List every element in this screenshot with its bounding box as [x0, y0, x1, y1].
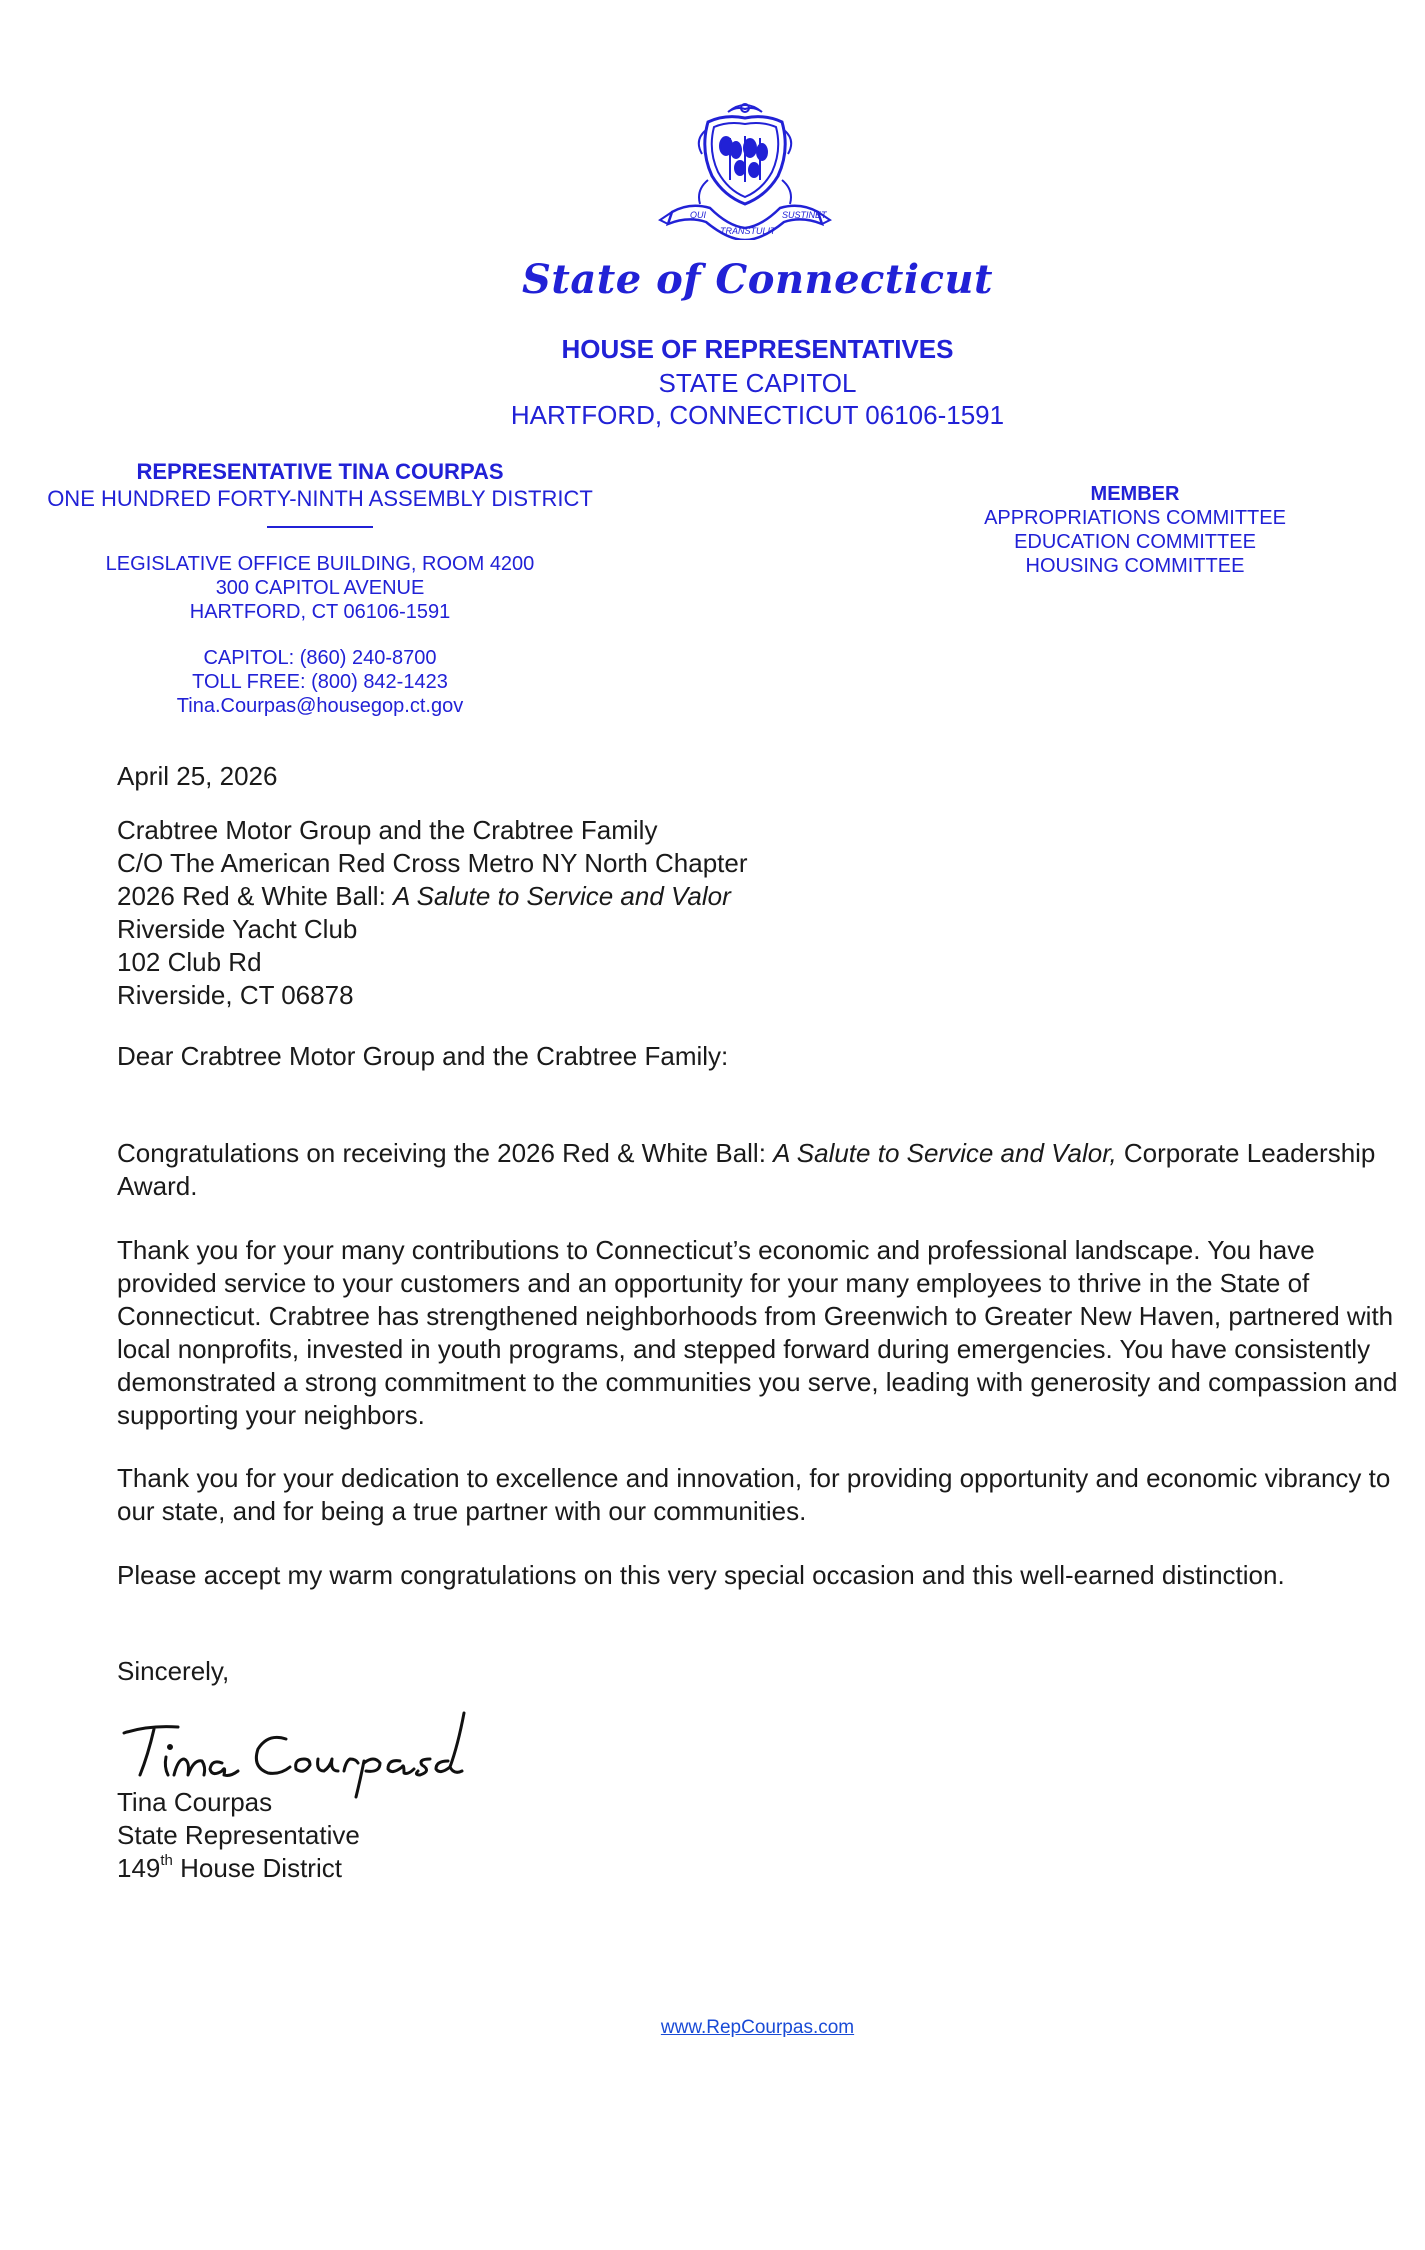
recipient-line: Riverside Yacht Club [117, 914, 358, 944]
recipient-line [117, 880, 1407, 913]
capitol-phone: CAPITOL: (860) 240-8700 [203, 647, 437, 669]
hartford-address-line: HARTFORD, CONNECTICUT 06106-1591 [510, 400, 1005, 430]
house-heading: HOUSE OF REPRESENTATIVES [561, 334, 954, 364]
paragraph-text: Congratulations on receiving the 2026 Red & White Ball: [117, 1138, 774, 1168]
state-title: State of Connecticut [521, 256, 993, 303]
seal-motto-center: TRANSTULIT [720, 226, 776, 236]
district-label: House District [172, 1853, 342, 1883]
committee-item: EDUCATION COMMITTEE [1014, 531, 1256, 553]
signature-block [117, 1786, 1407, 1885]
toll-free-phone: TOLL FREE: (800) 842-1423 [192, 671, 448, 693]
district-number: 149 [117, 1853, 161, 1883]
paragraph-contributions: Thank you for your many contributions to Connecticut’s economic and professional landscape. You have provided service to your customers and an opportunity for your many employees to thrive in the State of Connecticut. Crabtree has strengthened neighborhoods from Greenwich to Greater New Haven, partnered with local nonprofits, invested in youth programs, and stepped forward during emergencies. You have consistently demonstrated a strong commitment to the communities you serve, leading with generosity and compassion and supporting your neighbors. [117, 1235, 1398, 1430]
address-line: 300 CAPITOL AVENUE [215, 577, 425, 599]
recipient-line: C/O The American Red Cross Metro NY North Chapter [117, 848, 748, 878]
member-heading: MEMBER [1090, 483, 1180, 505]
recipient-line: Riverside, CT 06878 [117, 980, 354, 1010]
email-link[interactable]: Tina.Courpas@housegop.ct.gov [176, 695, 464, 717]
paragraph-congratulations [117, 1137, 1407, 1203]
representative-name: REPRESENTATIVE TINA COURPAS [136, 459, 504, 484]
closing: Sincerely, [117, 1656, 230, 1686]
signer-title: State Representative [117, 1820, 360, 1850]
paragraph-closing-wish: Please accept my warm congratulations on this very special occasion and this well-earned distinction. [117, 1560, 1285, 1590]
committee-item: HOUSING COMMITTEE [1025, 555, 1245, 577]
paragraph-italic: A Salute to Service and Valor, [773, 1138, 1117, 1168]
signer-name: Tina Courpas [117, 1787, 273, 1817]
district-ordinal: th [160, 1852, 173, 1870]
letter-date: April 25, 2026 [117, 761, 278, 791]
seal-motto-right: SUSTINET [782, 210, 827, 220]
address-line: LEGISLATIVE OFFICE BUILDING, ROOM 4200 [105, 553, 535, 575]
paragraph-text: Corporate Leadership Award. [117, 1138, 1376, 1201]
signer-district [117, 1852, 1407, 1885]
recipient-line: 102 Club Rd [117, 947, 262, 977]
website-link[interactable]: www.RepCourpas.com [660, 2017, 855, 2038]
representative-district: ONE HUNDRED FORTY-NINTH ASSEMBLY DISTRICT [47, 486, 593, 511]
office-address [20, 552, 620, 624]
connecticut-seal-icon [650, 100, 840, 240]
address-line: HARTFORD, CT 06106-1591 [189, 601, 451, 623]
recipient-line: Crabtree Motor Group and the Crabtree Family [117, 815, 658, 845]
paragraph-dedication: Thank you for your dedication to excellence and innovation, for providing opportunity and economic vibrancy to our state, and for being a true partner with our communities. [117, 1463, 1391, 1526]
seal-motto-left: QUI [690, 210, 707, 220]
contact-info [20, 646, 620, 718]
committee-item: APPROPRIATIONS COMMITTEE [984, 507, 1286, 529]
committee-membership [950, 482, 1320, 578]
salutation: Dear Crabtree Motor Group and the Crabtree Family: [117, 1041, 729, 1071]
state-capitol-line: STATE CAPITOL [658, 368, 857, 398]
event-name: 2026 Red & White Ball: [117, 881, 394, 911]
divider [267, 526, 373, 528]
recipient-address [117, 814, 1407, 1012]
event-subtitle: A Salute to Service and Valor [393, 881, 731, 911]
